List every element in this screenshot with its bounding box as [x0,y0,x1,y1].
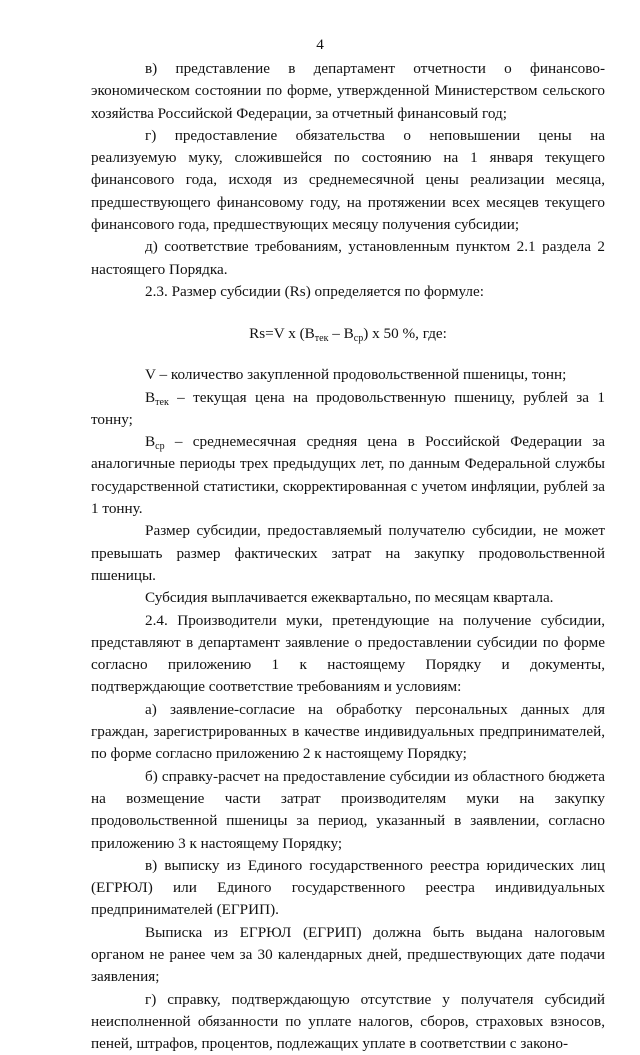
paragraph-v-report: в) представление в департамент отчетности о финансово-экономическом состоянии по форме, утвержденной Министерством сельского хозяйства Российской Федерации, за отчетный финансовый год; [91,60,605,122]
bsr-text: – среднемесячная средняя цена в Российской Федерации за аналогичные периоды трех предыдущих лет, по данным Федеральной службы государственной статистики, скорректированная с учетом инфляции, рублей за 1 тонну. [91,433,605,518]
btek-text: – текущая цена на продовольственную пшеницу, рублей за 1 тонну; [91,388,605,428]
formula-mid: – B [328,325,354,343]
item-a: а) заявление-согласие на обработку персональных данных для граждан, зарегистрированных в качестве индивидуальных предпринимателей, по форме согласно приложению 2 к настоящему Порядку; [91,700,605,763]
bsr-symbol: B [145,433,156,451]
paragraph-2-3-intro: 2.3. Размер субсидии (Rs) определяется по формуле: [145,282,484,300]
item-g: г) справку, подтверждающую отсутствие у получателя субсидий неисполненной обязанности по уплате налогов, сборов, страховых взносов, пеней, штрафов, процентов, подлежащих уплате в соответствии с законо- [91,990,605,1053]
item-b: б) справку-расчет на предоставление субсидии из областного бюджета на возмещение части затрат производителям муки на закупку продовольственной пшеницы за период, указанный в заявлении, согласно приложению 3 к настоящему Порядку; [91,767,605,852]
btek-symbol: B [145,388,156,406]
item-v: в) выписку из Единого государственного реестра юридических лиц (ЕГРЮЛ) или Единого государственного реестра индивидуальных предпринимателей (ЕГРИП). [91,856,605,919]
formula-lhs: Rs=V x (B [249,325,315,343]
paragraph-g-price: г) предоставление обязательства о неповышении цены на реализуемую муку, сложившейся по состоянию на 1 января текущего финансового года, исходя из среднемесячной цены реализации месяца, предшествующего финансовому году, на протяжении всех месяцев текущего финансового года, предшествующих месяцу получения субсидии; [91,126,605,234]
page-number: 4 [316,36,324,53]
paragraph-d-compliance: д) соответствие требованиям, установленным пунктом 2.1 раздела 2 настоящего Порядка. [91,238,605,278]
bsr-subscript: ср [155,441,165,453]
subsidy-formula [91,303,605,364]
formula-sub-tek: тек [314,333,329,345]
document-body [91,58,605,1055]
definition-v: V – количество закупленной продовольственной пшеницы, тонн; [145,366,567,384]
paragraph-2-4-intro: 2.4. Производители муки, претендующие на получение субсидии, представляют в департамент заявление о предоставлении субсидии по форме согласно приложению 1 к настоящему Порядку и документы, подтверждающие соответствие требованиям и условиям: [91,611,605,696]
definition-btek [91,387,605,432]
paragraph-quarterly: Субсидия выплачивается ежеквартально, по месяцам квартала. [145,589,554,607]
formula-rhs: ) x 50 %, где: [363,325,447,343]
paragraph-extract: Выписка из ЕГРЮЛ (ЕГРИП) должна быть выдана налоговым органом не ранее чем за 30 календарных дней, предшествующих дате подачи заявления; [91,923,605,986]
paragraph-limit: Размер субсидии, предоставляемый получателю субсидии, не может превышать размер фактических затрат на закупку продовольственной пшеницы. [91,522,605,584]
btek-subscript: тек [155,396,169,408]
definition-bsr [91,431,605,520]
formula-sub-sr: ср [353,333,364,345]
